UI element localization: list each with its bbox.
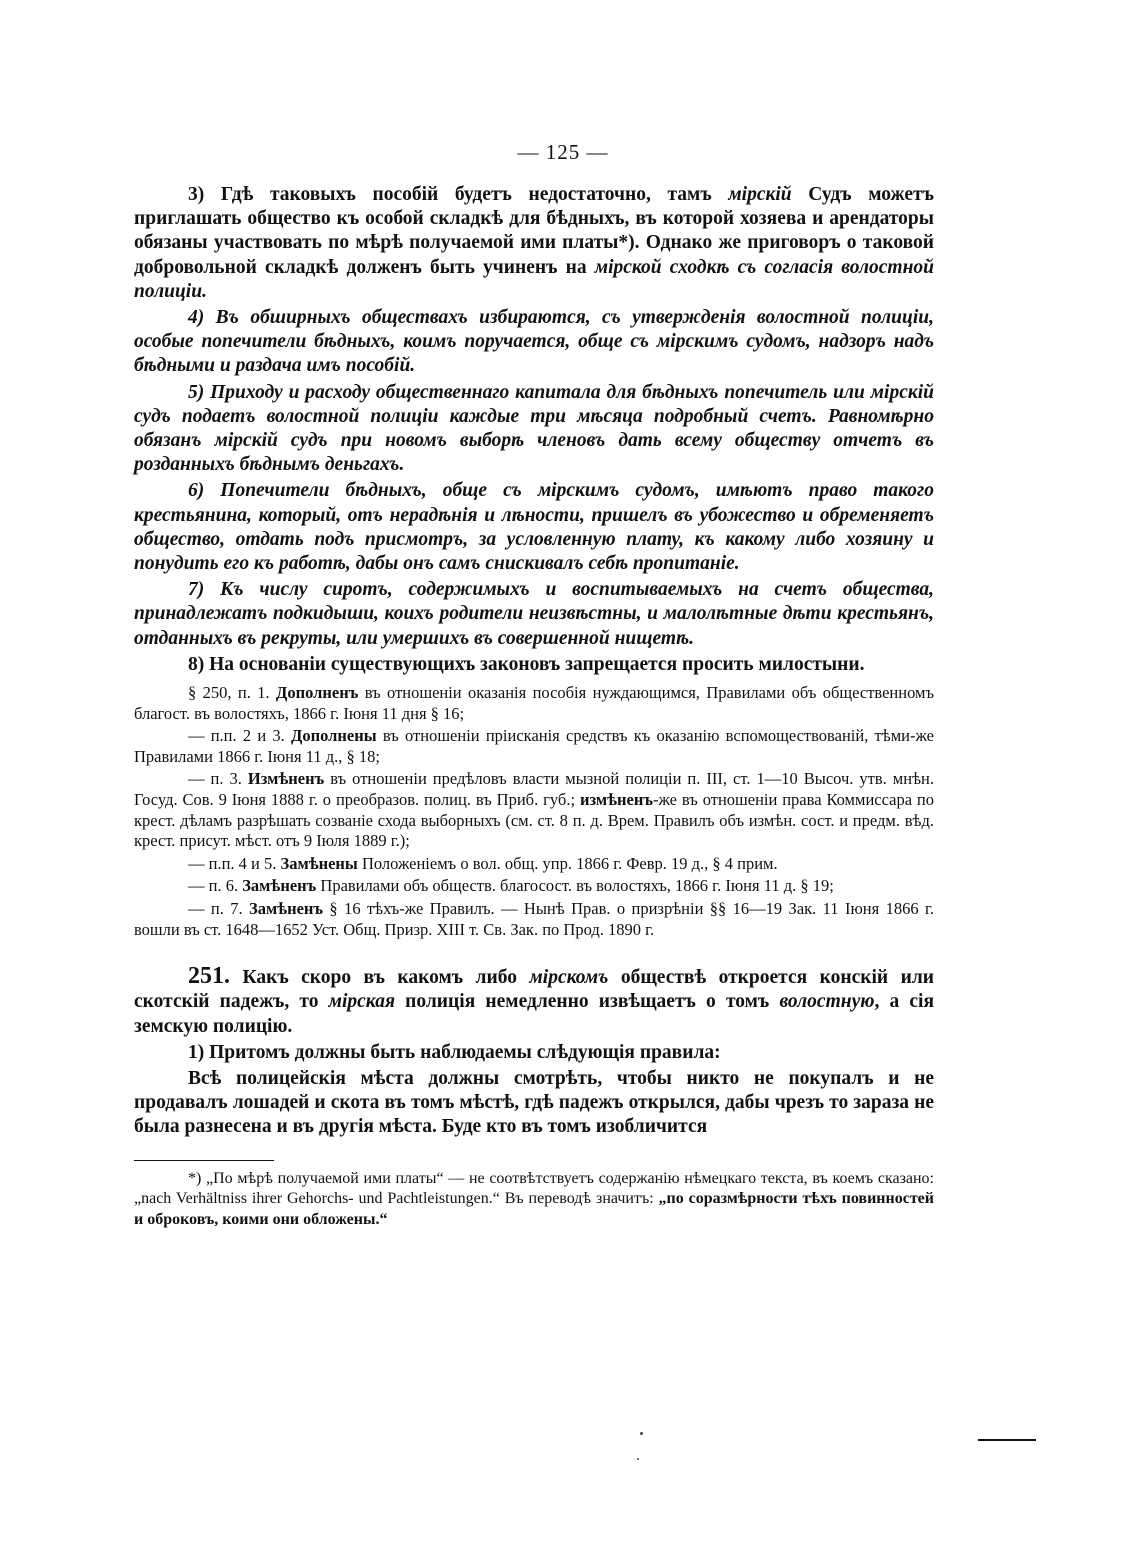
italic-run: мірскомъ <box>529 967 609 989</box>
note-item <box>134 726 934 767</box>
note-text: -же въ отношеніи права Коммиссара по крест. дѣламъ разрѣшать созваніе схода выборныхъ (см. ст. 8 п. д. Врем. Правилъ объ измѣн. сост. и предм. вѣд. крест. присут. мѣст. отъ 9 Іюля 1889 г.); <box>134 790 935 851</box>
article-251 <box>134 964 934 1039</box>
page-number: — 125 — <box>517 140 609 164</box>
note-ref: § 250, п. 1. <box>188 683 276 703</box>
amendment-notes <box>134 683 934 940</box>
note-ref: — п. 3. <box>188 769 248 789</box>
note-ref: — п.п. 4 и 5. <box>188 853 281 873</box>
text-run: , а сія земскую полицію. <box>134 991 935 1037</box>
text-run: полиція немедленно извѣщаетъ о томъ <box>395 991 780 1013</box>
footnote-emphasis: „по соразмѣрности тѣхъ повинностей и оброковъ, коими они обложены.“ <box>134 1190 935 1228</box>
note-ref: — п. 6. <box>188 876 243 896</box>
text-run: обществѣ откроется конскій или скотскій падежъ, то <box>134 967 934 1013</box>
note-keyword: измѣненъ <box>579 790 653 810</box>
paragraph-8: 8) На основаніи существующихъ законовъ запрещается просить милостыни. <box>188 653 865 675</box>
footnote-text: *) „По мѣрѣ получаемой ими платы“ — не соотвѣтствуетъ содержанію нѣмецкаго текста, въ коемъ сказано: „nach Verhältniss ihrer Gehorchs- und Pachtleistungen.“ Въ переводѣ значитъ: <box>134 1169 934 1208</box>
note-item <box>134 854 934 875</box>
note-text: § 16 тѣхъ-же Правилъ. — Нынѣ Прав. о призрѣніи §§ 16—19 Зак. 11 Іюня 1866 г. вошли въ ст. 1648—1652 Уст. Общ. Призр. XIII т. Св. Зак. по Прод. 1890 г. <box>134 899 934 939</box>
note-ref: — п.п. 2 и 3. <box>188 726 292 746</box>
paragraph-5 <box>134 381 934 478</box>
footnote-divider <box>134 1160 274 1161</box>
note-keyword: Дополнены <box>291 726 377 746</box>
page-edge-rule <box>978 1439 1036 1441</box>
paragraph-4 <box>134 306 934 379</box>
article-251-rule-1: 1) Притомъ должны быть наблюдаемы слѣдующія правила: <box>188 1041 721 1063</box>
italic-run: мірскій <box>728 184 792 205</box>
italic-run: 5) Приходу и расходу общественнаго капитала для бѣдныхъ попечитель или мірскій судъ подаетъ волостной полиціи каждые три мѣсяца подробный счетъ. Равномѣрно обязанъ мірскій судъ при новомъ выборѣ членовъ дать всему обществу отчетъ въ розданныхъ бѣднымъ деньгахъ. <box>134 381 934 476</box>
italic-run: 7) Къ числу сиротъ, содержимыхъ и воспитываемыхъ на счетъ общества, принадлежатъ подкидыши, коихъ родители неизвѣстны, и малолѣтные дѣти крестьянъ, отданныхъ въ рекруты, или умершихъ въ совершенной нищетѣ. <box>134 579 934 649</box>
paragraph-3 <box>134 183 934 304</box>
note-keyword: Замѣнены <box>280 853 358 873</box>
italic-run: 6) Попечители бѣдныхъ, обще съ мірскимъ судомъ, имѣютъ право такого крестьянина, который, отъ нерадѣнія и лѣности, пришелъ въ убожество и обременяетъ общество, отдать подъ присмотръ, за условленную плату, къ какому либо хозяину и понудить его къ работѣ, дабы онъ самъ снискивалъ себѣ пропитаніе. <box>134 480 934 575</box>
article-number: 251. <box>188 963 230 990</box>
text-run: Судъ можетъ приглашать общество къ особой складкѣ для бѣдныхъ, въ которой хозяева и арендаторы обязаны участвовать по мѣрѣ получаемой ими платы*). Однако же приговоръ о таковой добровольной складкѣ долженъ быть учиненъ на <box>134 184 934 278</box>
note-keyword: Замѣненъ <box>248 899 324 918</box>
scan-speck <box>640 1432 643 1435</box>
note-keyword: Замѣненъ <box>242 876 317 896</box>
note-item <box>134 769 934 851</box>
note-text: Положеніемъ о вол. общ. упр. 1866 г. Февр. 19 д., § 4 прим. <box>357 853 778 873</box>
italic-run: волостную <box>779 991 875 1013</box>
footnote <box>134 1169 934 1231</box>
note-text: въ отношеніи оказанія пособія нуждающимся, Правилами объ общественномъ благост. въ волостяхъ, 1866 г. Іюня 11 дня § 16; <box>134 683 934 723</box>
article-251-rule-text: Всѣ полицейскія мѣста должны смотрѣть, чтобы никто не покупалъ и не продавалъ лошадей и скота въ томъ мѣстѣ, гдѣ падежъ открылся, дабы чрезъ то зараза не была разнесена и въ другія мѣста. Буде кто въ томъ изобличится <box>134 1068 934 1138</box>
book-page <box>134 140 934 1230</box>
note-item <box>134 899 934 940</box>
italic-run: мірской сходкѣ съ согласія волостной полиціи. <box>134 256 934 302</box>
note-keyword: Дополненъ <box>276 683 359 703</box>
note-item <box>134 683 934 724</box>
paragraph-7 <box>134 578 934 651</box>
spacer <box>134 942 934 964</box>
italic-run: 4) Въ обширныхъ обществахъ избираются, съ утвержденія волостной полиціи, особые попечители бѣдныхъ, коимъ поручается, обще съ мірскимъ судомъ, надзоръ надъ бѣдными и раздача имъ пособій. <box>134 307 934 377</box>
note-text: Правилами объ обществ. благосост. въ волостяхъ, 1866 г. Іюня 11 д. § 19; <box>316 876 834 896</box>
note-text: въ отношеніи пріисканія средствъ къ оказанію вспомоществованій, тѣми-же Правилами 1866 г. Іюня 11 д., § 18; <box>134 726 934 766</box>
scan-speck <box>637 1458 639 1460</box>
italic-run: мірская <box>328 991 395 1013</box>
paragraph-6 <box>134 479 934 576</box>
note-text: въ отношеніи предѣловъ власти мызной полиціи п. III, ст. 1—10 Высоч. утв. мнѣн. Госуд. Сов. 9 Іюня 1888 г. о преобразов. полиц. въ Приб. губ.; <box>134 769 934 810</box>
note-keyword: Измѣненъ <box>247 769 325 789</box>
text-run: Какъ скоро въ какомъ либо <box>230 967 530 989</box>
text-run: 3) Гдѣ таковыхъ пособій будетъ недостаточно, тамъ <box>188 184 729 205</box>
note-ref: — п. 7. <box>188 899 249 918</box>
note-item <box>134 876 934 897</box>
